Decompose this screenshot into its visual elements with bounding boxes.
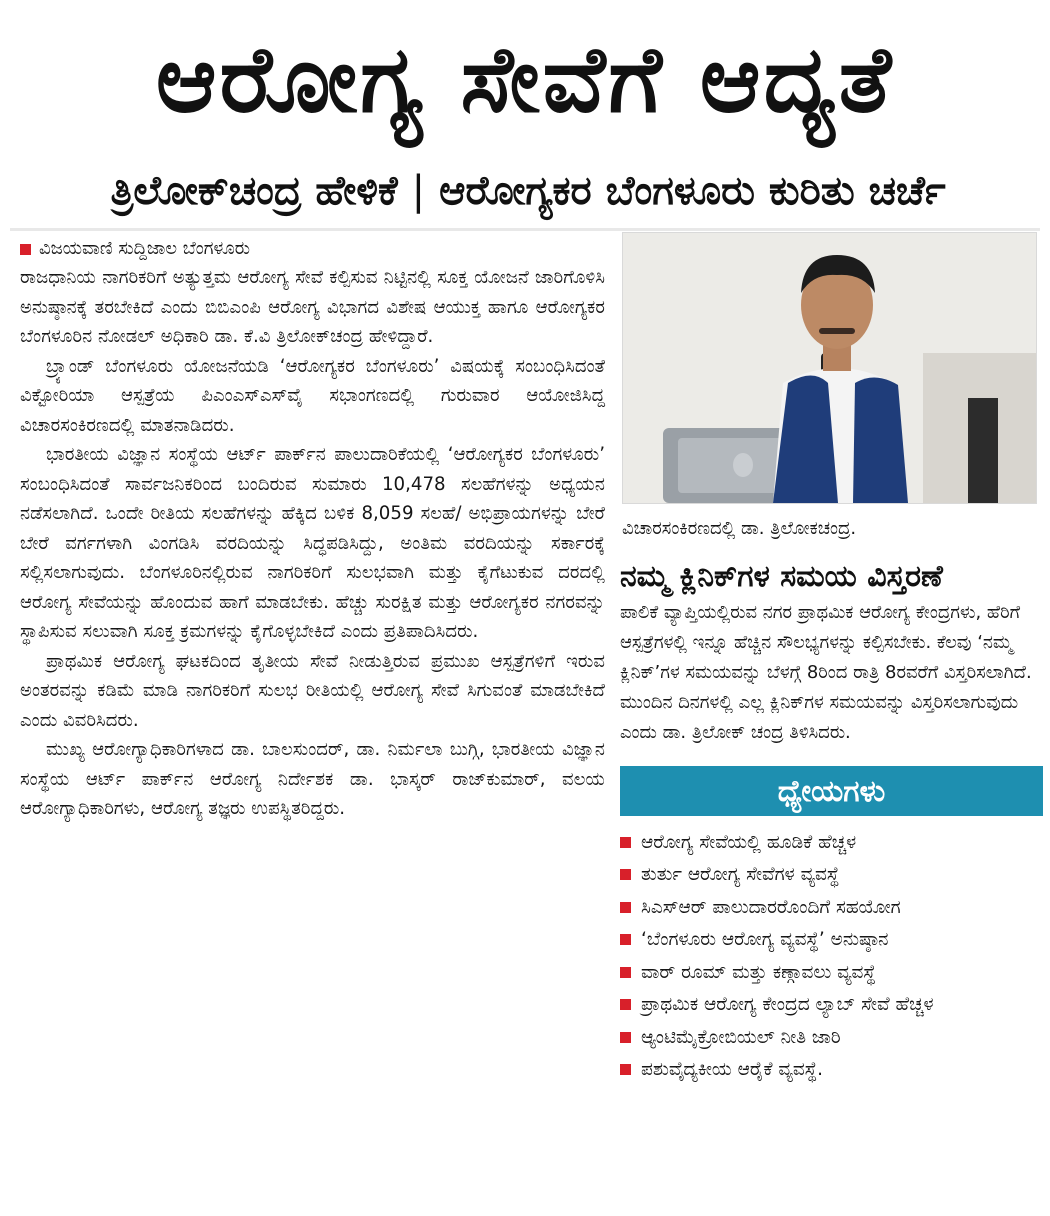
list-item (620, 1054, 1045, 1087)
goal-text: ಪಶುವೈದ್ಯಕೀಯ ಆರೈಕೆ ವ್ಯವಸ್ಥೆ. (641, 1059, 824, 1081)
subheadline-left: ತ್ರಿಲೋಕ್‌ಚಂದ್ರ ಹೇಳಿಕೆ (110, 168, 398, 214)
red-square-icon (620, 934, 631, 945)
red-square-icon (620, 902, 631, 913)
sidebar-column (620, 232, 1045, 1086)
dateline (20, 235, 605, 263)
red-square-icon (620, 1032, 631, 1043)
goal-text: ‘ಬೆಂಗಳೂರು ಆರೋಗ್ಯ ವ್ಯವಸ್ಥೆ’ ಅನುಷ್ಠಾನ (641, 929, 889, 951)
goal-text: ಸಿಎಸ್‌ಆರ್ ಪಾಲುದಾರರೊಂದಿಗೆ ಸಹಯೋಗ (641, 896, 901, 918)
list-item (620, 859, 1045, 892)
list-item (620, 924, 1045, 957)
paragraph-2: ಬ್ರ್ಯಾಂಡ್ ಬೆಂಗಳೂರು ಯೋಜನೆಯಡಿ ‘ಆರೋಗ್ಯಕರ ಬೆಂಗಳೂರು’ ವಿಷಯಕ್ಕೆ ಸಂಬಂಧಿಸಿದಂತೆ ವಿಕ್ಟೋರಿಯಾ ಆಸ್ಪತ್ರೆಯ ಪಿಎಂಎಸ್‌ಎಸ್‌ವೈ ಸಭಾಂಗಣದಲ್ಲಿ ಗುರುವಾರ ಆಯೋಜಿಸಿದ್ದ ವಿಚಾರಸಂಕಿರಣದಲ್ಲಿ ಮಾತನಾಡಿದರು. (20, 355, 605, 436)
paragraph-1: ರಾಜಧಾನಿಯ ನಾಗರಿಕರಿಗೆ ಅತ್ಯುತ್ತಮ ಆರೋಗ್ಯ ಸೇವೆ ಕಲ್ಪಿಸುವ ನಿಟ್ಟಿನಲ್ಲಿ ಸೂಕ್ತ ಯೋಜನೆ ಜಾರಿಗೊಳಿಸಿ ಅನುಷ್ಠಾನಕ್ಕೆ ತರಬೇಕಿದೆ ಎಂದು ಬಿಬಿಎಂಪಿ ಆರೋಗ್ಯ ವಿಭಾಗದ ವಿಶೇಷ ಆಯುಕ್ತ ಹಾಗೂ ಆರೋಗ್ಯಕರ ಬೆಂಗಳೂರಿನ ನೋಡಲ್ ಅಧಿಕಾರಿ ಡಾ. ಕೆ.ವಿ ತ್ರಿಲೋಕ್‌ಚಂದ್ರ ಹೇಳಿದ್ದಾರೆ. (20, 267, 605, 347)
list-item (620, 956, 1045, 989)
sidebar-title: ನಮ್ಮ ಕ್ಲಿನಿಕ್‌ಗಳ ಸಮಯ ವಿಸ್ತರಣೆ (620, 559, 943, 594)
goal-text: ವಾರ್ ರೂಮ್ ಮತ್ತು ಕಣ್ಗಾವಲು ವ್ಯವಸ್ಥೆ (641, 961, 876, 983)
goal-text: ತುರ್ತು ಆರೋಗ್ಯ ಸೇವೆಗಳ ವ್ಯವಸ್ಥೆ (641, 864, 840, 886)
article-body (20, 235, 605, 824)
red-square-icon (620, 869, 631, 880)
headline: ಆರೋಗ್ಯ ಸೇವೆಗೆ ಆದ್ಯತೆ (155, 25, 895, 133)
subheadline-right: ಆರೋಗ್ಯಕರ ಬೆಂಗಳೂರು ಕುರಿತು ಚರ್ಚೆ (439, 168, 946, 214)
goals-header (620, 766, 1043, 816)
goal-text: ಪ್ರಾಥಮಿಕ ಆರೋಗ್ಯ ಕೇಂದ್ರದ ಲ್ಯಾಬ್ ಸೇವೆ ಹೆಚ್ಚಳ (641, 994, 934, 1016)
red-square-icon (620, 1064, 631, 1075)
list-item (620, 891, 1045, 924)
red-square-icon (20, 244, 31, 255)
goal-text: ಆ್ಯಂಟಿಮೈಕ್ರೋಬಿಯಲ್ ನೀತಿ ಜಾರಿ (641, 1026, 841, 1048)
subheadline (18, 160, 1038, 222)
speaker-photo (622, 232, 1037, 504)
red-square-icon (620, 967, 631, 978)
goal-text: ಆರೋಗ್ಯ ಸೇವೆಯಲ್ಲಿ ಹೂಡಿಕೆ ಹೆಚ್ಚಳ (641, 831, 857, 853)
dateline-text: ವಿಜಯವಾಣಿ ಸುದ್ದಿಜಾಲ ಬೆಂಗಳೂರು (39, 238, 250, 260)
paragraph-5: ಮುಖ್ಯ ಆರೋಗ್ಯಾಧಿಕಾರಿಗಳಾದ ಡಾ. ಬಾಲಸುಂದರ್, ಡಾ. ನಿರ್ಮಲಾ ಬುಗ್ಗಿ, ಭಾರತೀಯ ವಿಜ್ಞಾನ ಸಂಸ್ಥೆಯ ಆರ್ಟ್ ಪಾರ್ಕ್‌ನ ಆರೋಗ್ಯ ನಿರ್ದೇಶಕ ಡಾ. ಭಾಸ್ಕರ್ ರಾಜ್‌ಕುಮಾರ್, ವಲಯ ಆರೋಗ್ಯಾಧಿಕಾರಿಗಳು, ಆರೋಗ್ಯ ತಜ್ಞರು ಉಪಸ್ಥಿತರಿದ್ದರು. (20, 739, 605, 819)
subheadline-separator: | (411, 168, 426, 214)
photo-caption: ವಿಚಾರಸಂಕಿರಣದಲ್ಲಿ ಡಾ. ತ್ರಿಲೋಕಚಂದ್ರ. (622, 518, 857, 539)
list-item (620, 1021, 1045, 1054)
paragraph-3: ಭಾರತೀಯ ವಿಜ್ಞಾನ ಸಂಸ್ಥೆಯ ಆರ್ಟ್ ಪಾರ್ಕ್‌ನ ಪಾಲುದಾರಿಕೆಯಲ್ಲಿ ‘ಆರೋಗ್ಯಕರ ಬೆಂಗಳೂರು’ ಸಂಬಂಧಿಸಿದಂತೆ ಸಾರ್ವಜನಿಕರಿಂದ ಬಂದಿರುವ ಸುಮಾರು 10,478 ಸಲಹೆಗಳನ್ನು ಅಧ್ಯಯನ ನಡೆಸಲಾಗಿದೆ. ಒಂದೇ ರೀತಿಯ ಸಲಹೆಗಳನ್ನು ಹೆಕ್ಕಿದ ಬಳಿಕ 8,059 ಸಲಹೆ/ ಅಭಿಪ್ರಾಯಗಳನ್ನು ಬೇರೆ ಬೇರೆ ವರ್ಗಗಳಾಗಿ ವಿಂಗಡಿಸಿ ವರದಿಯನ್ನು ಸಿದ್ಧಪಡಿಸಿದ್ದು, ಅಂತಿಮ ವರದಿಯನ್ನು ಸರ್ಕಾರಕ್ಕೆ ಸಲ್ಲಿಸಲಾಗುವುದು. ಬೆಂಗಳೂರಿನಲ್ಲಿರುವ ನಾಗರಿಕರಿಗೆ ಸುಲಭವಾಗಿ ಮತ್ತು ಕೈಗೆಟುಕುವ ದರದಲ್ಲಿ ಆರೋಗ್ಯ ಸೇವೆಯನ್ನು ಹೊಂದುವ ಹಾಗೆ ಮಾಡಬೇಕು. ಹೆಚ್ಚು ಸುರಕ್ಷಿತ ಮತ್ತು ಆರೋಗ್ಯಕರ ನಗರವನ್ನು ಸ್ಥಾಪಿಸುವ ಸಲುವಾಗಿ ಸೂಕ್ತ ಕ್ರಮಗಳನ್ನು ಕೈಗೊಳ್ಳಬೇಕಿದೆ ಎಂದು ಪ್ರತಿಪಾದಿಸಿದರು. (20, 444, 605, 642)
list-item (620, 826, 1045, 859)
header-divider (10, 228, 1040, 231)
red-square-icon (620, 837, 631, 848)
red-square-icon (620, 999, 631, 1010)
goals-title: ಧ್ಯೇಯಗಳು (777, 773, 886, 809)
paragraph-4: ಪ್ರಾಥಮಿಕ ಆರೋಗ್ಯ ಘಟಕದಿಂದ ತೃತೀಯ ಸೇವೆ ನೀಡುತ್ತಿರುವ ಪ್ರಮುಖ ಆಸ್ಪತ್ರೆಗಳಿಗೆ ಇರುವ ಅಂತರವನ್ನು ಕಡಿಮೆ ಮಾಡಿ ನಾಗರಿಕರಿಗೆ ಸುಲಭ ರೀತಿಯಲ್ಲಿ ಆರೋಗ್ಯ ಸೇವೆ ಸಿಗುವಂತೆ ಮಾಡಬೇಕಿದೆ ಎಂದು ವಿವರಿಸಿದರು. (20, 650, 605, 731)
speaker-illustration (623, 233, 1036, 503)
list-item (620, 989, 1045, 1022)
sidebar-body: ಪಾಲಿಕೆ ವ್ಯಾಪ್ತಿಯಲ್ಲಿರುವ ನಗರ ಪ್ರಾಥಮಿಕ ಆರೋಗ್ಯ ಕೇಂದ್ರಗಳು, ಹೆರಿಗೆ ಆಸ್ಪತ್ರೆಗಳಲ್ಲಿ ಇನ್ನೂ ಹೆಚ್ಚಿನ ಸೌಲಭ್ಯಗಳನ್ನು ಕಲ್ಪಿಸಬೇಕು. ಕೆಲವು ‘ನಮ್ಮ ಕ್ಲಿನಿಕ್’ಗಳ ಸಮಯವನ್ನು ಬೆಳಗ್ಗೆ 8ರಿಂದ ರಾತ್ರಿ 8ರವರೆಗೆ ವಿಸ್ತರಿಸಲಾಗಿದೆ. ಮುಂದಿನ ದಿನಗಳಲ್ಲಿ ಎಲ್ಲ ಕ್ಲಿನಿಕ್‌ಗಳ ಸಮಯವನ್ನು ವಿಸ್ತರಿಸಲಾಗುವುದು ಎಂದು ಡಾ. ತ್ರಿಲೋಕ್ ಚಂದ್ರ ತಿಳಿಸಿದರು. (620, 602, 1032, 743)
goals-list (620, 826, 1045, 1086)
